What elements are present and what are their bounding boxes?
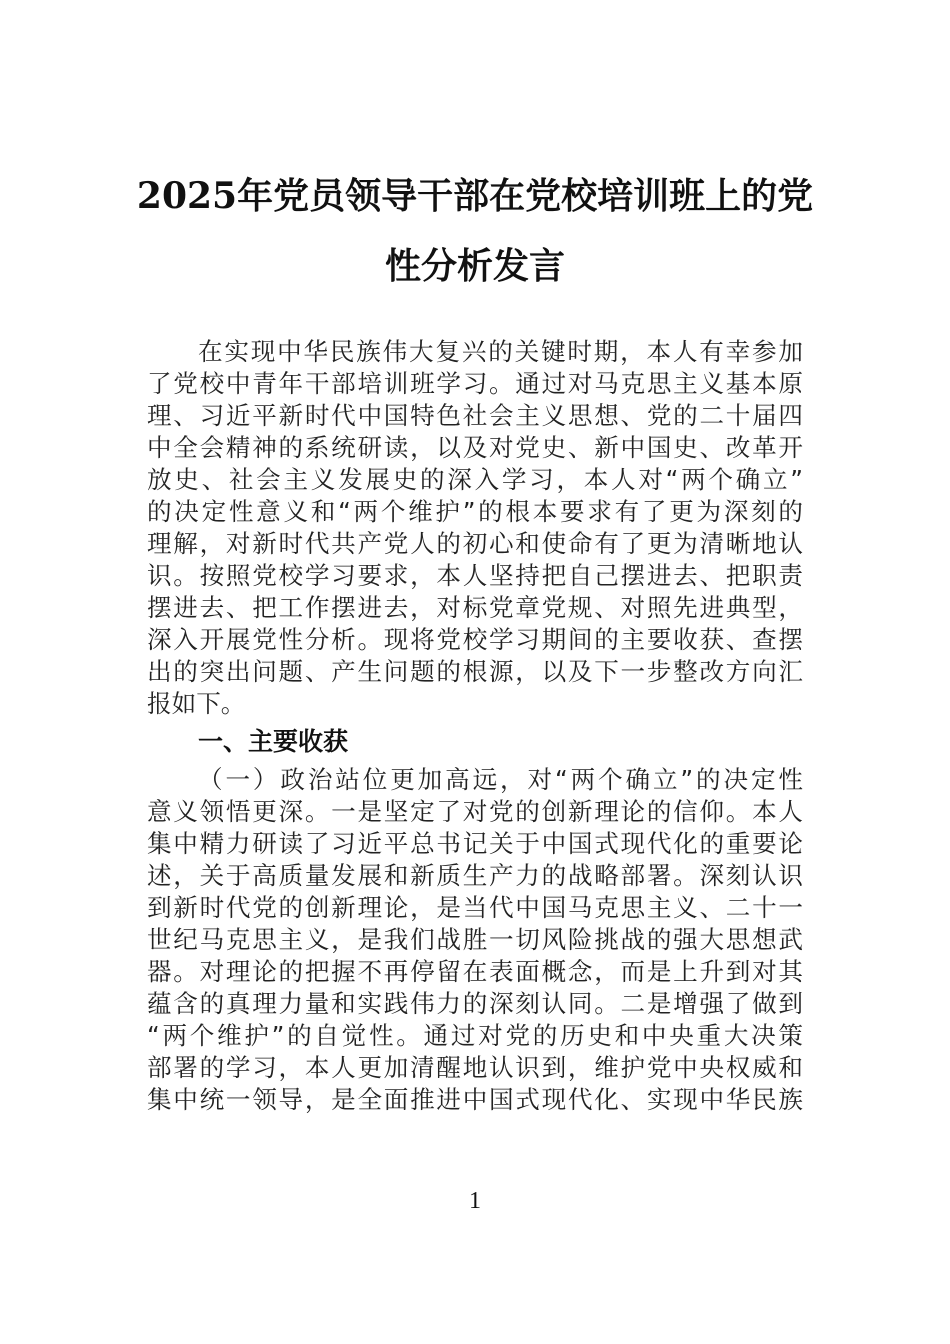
paragraph-line: 放史、社会主义发展史的深入学习，本人对“两个确立” xyxy=(147,465,803,494)
paragraph-line: 出的突出问题、产生问题的根源，以及下一步整改方向汇 xyxy=(147,657,803,686)
document-title-line-2: 性分析发言 xyxy=(384,245,565,287)
paragraph-line: 理、习近平新时代中国特色社会主义思想、党的二十届四 xyxy=(147,401,803,430)
paragraph-line: 蕴含的真理力量和实践伟力的深刻认同。二是增强了做到 xyxy=(147,989,803,1018)
paragraph-line: 深入开展党性分析。现将党校学习期间的主要收获、查摆 xyxy=(147,625,803,654)
paragraph-line: 理解，对新时代共产党人的初心和使命有了更为清晰地认 xyxy=(147,529,803,558)
paragraph-line: 报如下。 xyxy=(147,689,246,718)
paragraph-line: 识。按照党校学习要求，本人坚持把自己摆进去、把职责 xyxy=(147,561,803,590)
paragraph-line: 了党校中青年干部培训班学习。通过对马克思主义基本原 xyxy=(147,369,803,398)
paragraph-line: 部署的学习，本人更加清醒地认识到，维护党中央权威和 xyxy=(147,1053,803,1082)
paragraph-line: 中全会精神的系统研读，以及对党史、新中国史、改革开 xyxy=(147,433,803,462)
paragraph-line: 到新时代党的创新理论，是当代中国马克思主义、二十一 xyxy=(147,893,803,922)
page-number: 1 xyxy=(469,1188,481,1214)
section-heading: 一、主要收获 xyxy=(198,727,349,756)
paragraph-line: 集中精力研读了习近平总书记关于中国式现代化的重要论 xyxy=(147,829,803,858)
paragraph-line: 在实现中华民族伟大复兴的关键时期，本人有幸参加 xyxy=(198,337,803,366)
paragraph-line: 世纪马克思主义，是我们战胜一切风险挑战的强大思想武 xyxy=(147,925,803,954)
paragraph-line: 述，关于高质量发展和新质生产力的战略部署。深刻认识 xyxy=(147,861,803,890)
document-title-line-1: 2025年党员领导干部在党校培训班上的党 xyxy=(136,175,814,217)
paragraph-line: “两个维护”的自觉性。通过对党的历史和中央重大决策 xyxy=(147,1021,803,1050)
paragraph-line: 意义领悟更深。一是坚定了对党的创新理论的信仰。本人 xyxy=(147,797,803,826)
paragraph-line: 的决定性意义和“两个维护”的根本要求有了更为深刻的 xyxy=(147,497,803,526)
paragraph-line: （一）政治站位更加高远，对“两个确立”的决定性 xyxy=(198,765,803,794)
paragraph-line: 器。对理论的把握不再停留在表面概念，而是上升到对其 xyxy=(147,957,803,986)
paragraph-line: 集中统一领导，是全面推进中国式现代化、实现中华民族 xyxy=(147,1085,803,1114)
paragraph-line: 摆进去、把工作摆进去，对标党章党规、对照先进典型， xyxy=(147,593,803,622)
